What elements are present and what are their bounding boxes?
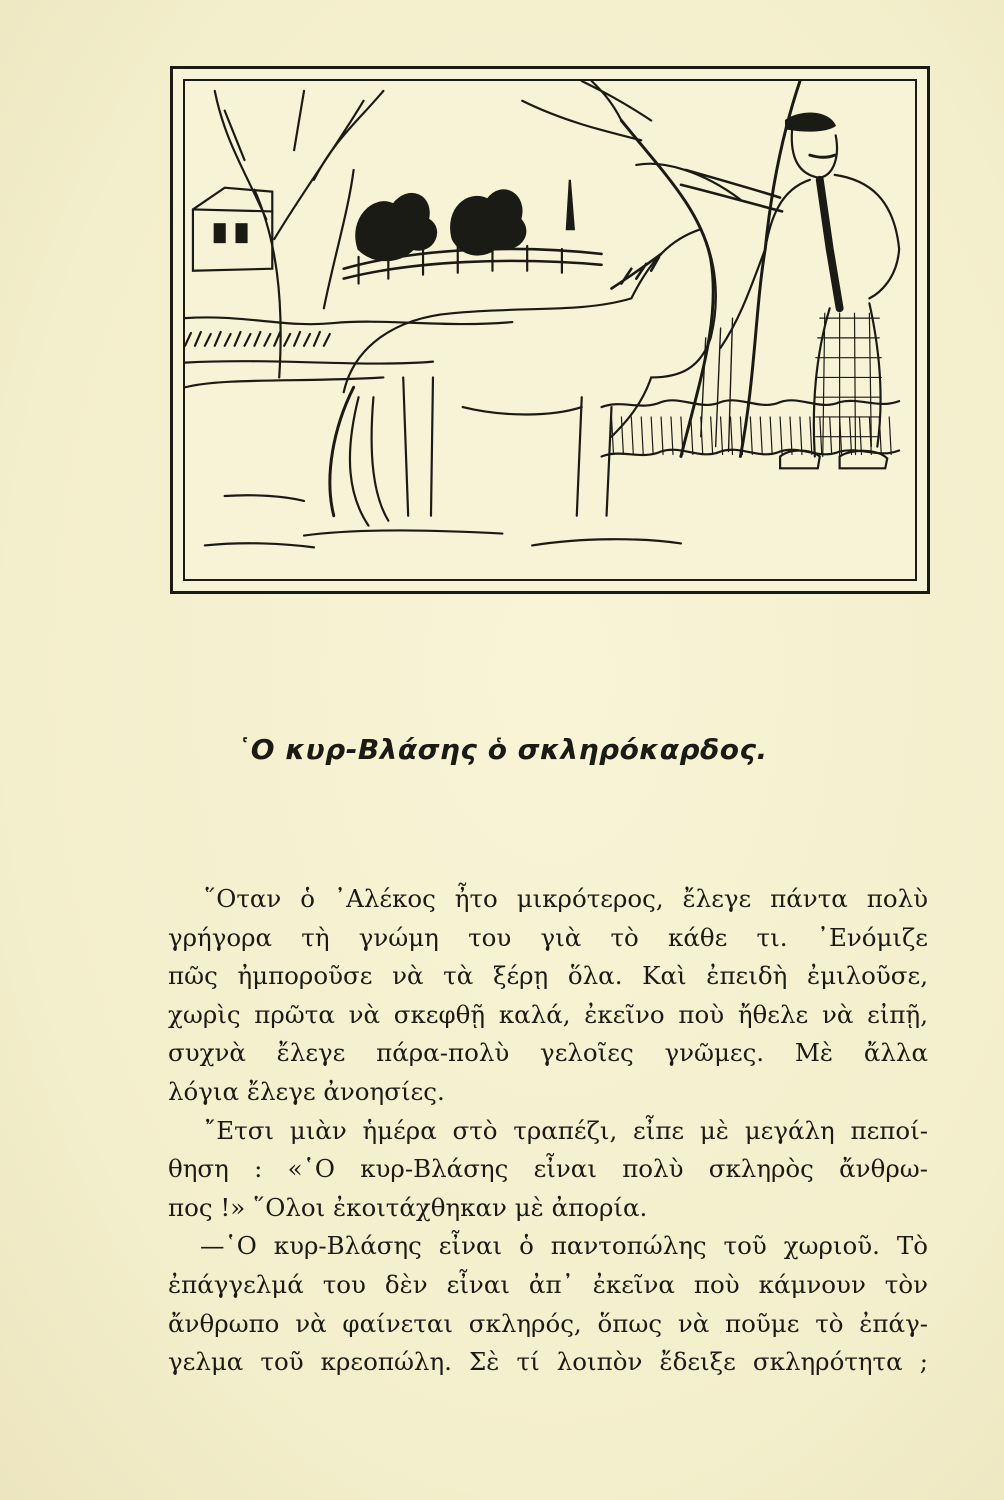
horse-and-man-illustration: [185, 81, 915, 579]
body-text: [168, 880, 928, 1382]
text-line: συχνὰ ἔλεγε πάρα-πολὺ γελοῖες γνῶμες. Μὲ ἄλλα: [168, 1038, 928, 1068]
text-line: ἄνθρωπο νὰ φαίνεται σκληρός, ὅπως νὰ ποῦμε τὸ ἐπάγ-: [168, 1308, 928, 1338]
illustration-frame: [170, 66, 930, 594]
chapter-title: ῾Ο κυρ-Βλάσης ὁ σκληρόκαρδος.: [236, 733, 768, 766]
text-line: —῾Ο κυρ-Βλάσης εἶναι ὁ παντοπώλης τοῦ χωριοῦ. Τὸ: [200, 1231, 928, 1261]
text-line: γελμα τοῦ κρεοπώλη. Σὲ τί λοιπὸν ἔδειξε σκληρότητα ;: [168, 1347, 928, 1377]
text-line: πῶς ἠμποροῦσε νὰ τὰ ξέρῃ ὅλα. Καὶ ἐπειδὴ ἐμιλοῦσε,: [168, 961, 928, 991]
text-line: πος !» ῞Ολοι ἐκοιτάχθηκαν μὲ ἀπορία.: [168, 1192, 648, 1222]
text-line: ἐπάγγελμά του δὲν εἶναι ἀπ᾿ ἐκεῖνα ποὺ κάμνουν τὸν: [168, 1269, 928, 1299]
text-line: λόγια ἔλεγε ἀνοησίες.: [168, 1076, 445, 1106]
text-line: ῞Οταν ὁ ᾿Αλέκος ἦτο μικρότερος, ἔλεγε πάντα πολὺ: [204, 884, 928, 913]
text-line: χωρὶς πρῶτα νὰ σκεφθῇ καλά, ἐκεῖνο ποὺ ἤθελε νὰ εἰπῇ,: [168, 999, 928, 1029]
text-line: θηση : «῾Ο κυρ-Βλάσης εἶναι πολὺ σκληρὸς ἄνθρω-: [168, 1154, 928, 1184]
text-line: ῎Ετσι μιὰν ἡμέρα στὸ τραπέζι, εἶπε μὲ μεγάλη πεποί-: [204, 1115, 928, 1145]
text-line: γρήγορα τὴ γνώμη του γιὰ τὸ κάθε τι. ᾿Ενόμιζε: [168, 922, 928, 952]
paragraph-1: [168, 880, 928, 1112]
paragraph-2: [168, 1112, 928, 1228]
paragraph-3: [168, 1227, 928, 1381]
illustration-inner-frame: [183, 79, 917, 581]
